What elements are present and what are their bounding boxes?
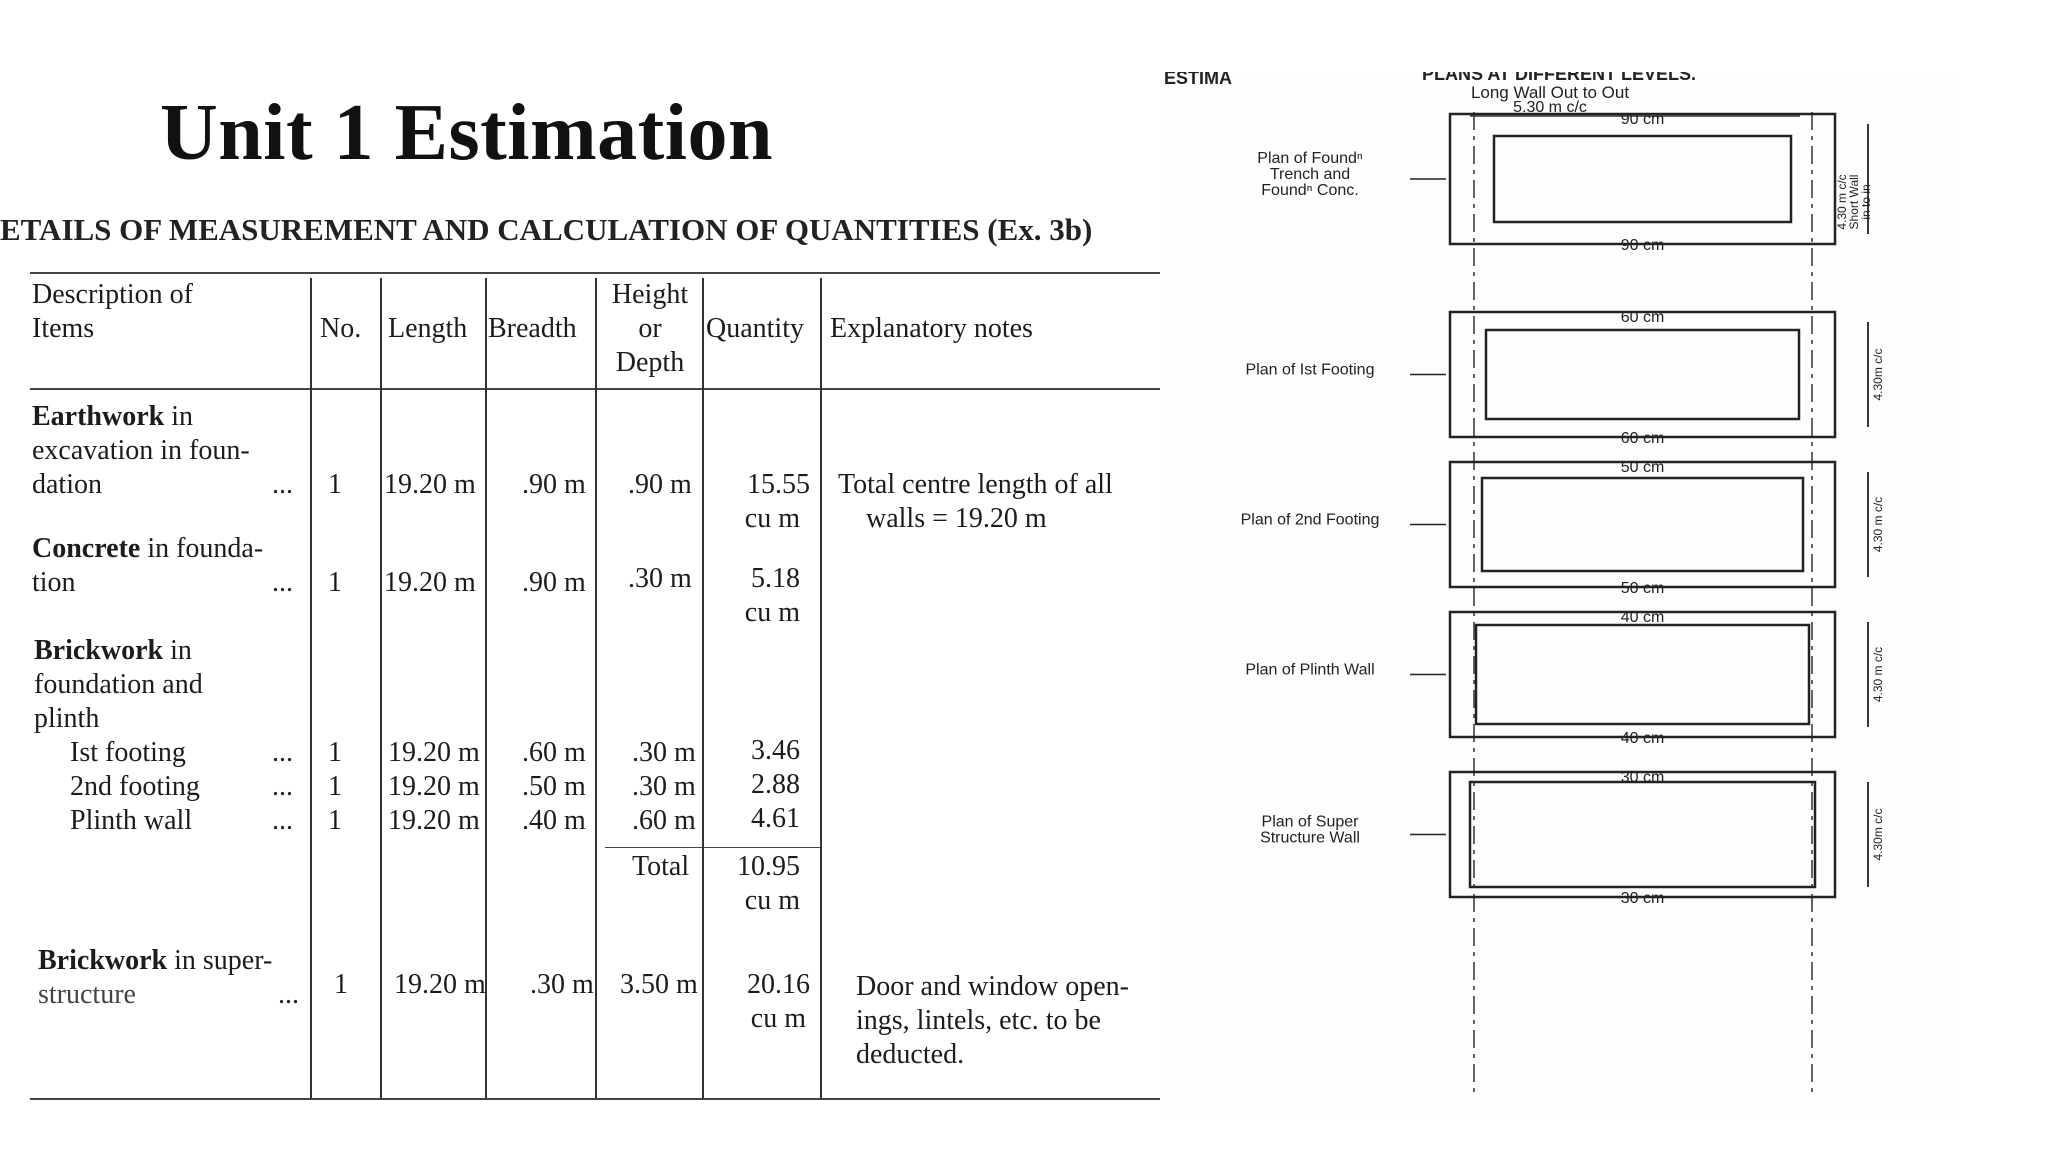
plan-width-bottom-2: 60 cm (1620, 430, 1665, 447)
table-rule-top (30, 272, 1200, 274)
concrete-dots: ... (272, 567, 293, 598)
footing2-label: 2nd footing (70, 771, 200, 802)
brickwork-super-height: 3.50 m (620, 969, 698, 1000)
earthwork-no: 1 (328, 469, 342, 500)
earthwork-note-1: Total centre length of all (838, 469, 1113, 500)
plan-label-5-2: Structure Wall (1260, 829, 1360, 847)
plan-width-bottom-3: 50 cm (1620, 580, 1665, 597)
footing2-breadth: .50 m (522, 771, 586, 802)
earthwork-breadth: .90 m (522, 469, 586, 500)
plan-width-top-2: 60 cm (1620, 309, 1665, 326)
table-rule-total (605, 847, 820, 848)
col-rule-4 (595, 278, 597, 1098)
plan-label-2-1: Plan of Ist Footing (1245, 361, 1375, 379)
concrete-length: 19.20 m (384, 567, 476, 598)
plan-width-top-5: 30 cm (1620, 769, 1665, 786)
footing2-no: 1 (328, 771, 342, 802)
plinth-dots: ... (272, 805, 293, 836)
brickwork-super-desc-1-rest: in super- (167, 945, 273, 976)
short-wall-label-3: in to in (1859, 184, 1873, 220)
earthwork-desc-1 (32, 400, 193, 434)
table-rule-header (30, 388, 1200, 390)
footing2-qty: 2.88 (751, 769, 800, 800)
plan-width-top-3: 50 cm (1620, 459, 1665, 476)
header-description-2: Items (32, 313, 95, 344)
footing2-height: .30 m (632, 771, 696, 802)
brickwork-foundation-desc-3: plinth (34, 703, 100, 734)
concrete-no: 1 (328, 567, 342, 598)
total-qty-unit: cu m (744, 885, 800, 916)
plinth-length: 19.20 m (388, 805, 480, 836)
earthwork-desc-1-rest: in (164, 401, 194, 432)
col-rule-6 (820, 278, 822, 1098)
plan-label-1-3: Foundⁿ Conc. (1261, 182, 1359, 199)
plinth-height: .60 m (632, 805, 696, 836)
plan-label-1-1: Plan of Foundⁿ (1257, 150, 1363, 167)
header-no: No. (320, 313, 362, 344)
col-rule-2 (380, 278, 382, 1098)
brickwork-super-breadth: .30 m (530, 969, 594, 1000)
earthwork-desc-2: excavation in foun- (32, 435, 250, 466)
header-height-2: or (638, 313, 662, 344)
earthwork-qty-unit: cu m (744, 503, 800, 534)
plan-side-label-5: 4.30m c/c (1871, 808, 1885, 861)
table-rule-bottom (30, 1098, 1200, 1100)
concrete-qty-unit: cu m (744, 597, 800, 628)
plan-label-3-1: Plan of 2nd Footing (1240, 511, 1380, 529)
brickwork-super-desc-1 (38, 944, 272, 978)
plan-side-label-3: 4.30 m c/c (1871, 496, 1885, 553)
earthwork-dots: ... (272, 469, 293, 500)
footing1-label: Ist footing (70, 737, 186, 768)
plan-label-5-1: Plan of Super (1261, 813, 1359, 831)
earthwork-note-2: walls = 19.20 m (866, 503, 1047, 534)
concrete-height: .30 m (628, 563, 692, 594)
long-wall-label: Long Wall Out to Out (1470, 83, 1630, 102)
concrete-desc-1 (32, 532, 263, 566)
plan-label-1-2: Trench and (1269, 166, 1351, 183)
plans-drawing (1160, 72, 1960, 1120)
plan-width-bottom-5: 30 cm (1620, 890, 1665, 907)
brickwork-super-note-1: Door and window open- (856, 971, 1129, 1002)
earthwork-desc-3: dation (32, 469, 102, 500)
footing1-qty: 3.46 (751, 735, 800, 766)
brickwork-super-no: 1 (334, 969, 348, 1000)
footing1-breadth: .60 m (522, 737, 586, 768)
footing2-dots: ... (272, 771, 293, 802)
brickwork-super-qty: 20.16 (747, 969, 810, 1000)
brickwork-foundation-desc-2: foundation and (34, 669, 203, 700)
header-breadth: Breadth (488, 313, 577, 344)
short-wall-label-2: Short Wall (1847, 174, 1861, 230)
plan-label-4-1: Plan of Plinth Wall (1245, 661, 1375, 679)
header-quantity: Quantity (706, 313, 804, 344)
brickwork-super-dots: ... (278, 979, 299, 1010)
plans-heading-right: PLANS AT DIFFERENT LEVELS. (1422, 72, 1697, 84)
footing1-no: 1 (328, 737, 342, 768)
concrete-breadth: .90 m (522, 567, 586, 598)
concrete-desc-2: tion (32, 567, 76, 598)
brickwork-super-note-2: ings, lintels, etc. to be (856, 1005, 1101, 1036)
page-title: Unit 1 Estimation (160, 89, 773, 177)
table-caption: ETAILS OF MEASUREMENT AND CALCULATION OF QUANTITIES (Ex. 3b) (0, 212, 1093, 247)
header-notes: Explanatory notes (830, 313, 1033, 344)
footing1-height: .30 m (632, 737, 696, 768)
plan-width-top-1: 90 cm (1620, 111, 1665, 128)
brickwork-foundation-desc-1-rest: in (163, 635, 192, 666)
brickwork-super-bold: Brickwork (38, 945, 168, 976)
earthwork-height: .90 m (628, 469, 692, 500)
footing1-dots: ... (272, 737, 293, 768)
footing2-length: 19.20 m (388, 771, 480, 802)
plinth-breadth: .40 m (522, 805, 586, 836)
plan-side-label-2: 4.30m c/c (1871, 348, 1885, 401)
plinth-label: Plinth wall (70, 805, 193, 836)
measurement-table (30, 268, 1200, 1108)
footing1-length: 19.20 m (388, 737, 480, 768)
plinth-no: 1 (328, 805, 342, 836)
col-rule-1 (310, 278, 312, 1098)
concrete-desc-1-rest: in founda- (140, 533, 264, 564)
plan-side-label-4: 4.30 m c/c (1871, 646, 1885, 703)
brickwork-super-desc-2: structure (38, 979, 136, 1010)
total-label: Total (632, 851, 690, 882)
plan-width-top-4: 40 cm (1620, 609, 1665, 626)
short-wall-label-1: 4.30 m c/c (1835, 174, 1849, 230)
long-wall-cc-label: 5.30 m c/c (1513, 99, 1587, 116)
brickwork-super-qty-unit: cu m (750, 1003, 806, 1034)
brickwork-foundation-bold: Brickwork (34, 635, 164, 666)
header-length: Length (388, 313, 468, 344)
header-height-1: Height (611, 279, 689, 310)
plan-width-bottom-4: 40 cm (1620, 730, 1665, 747)
plans-heading-left: ESTIMA (1164, 72, 1233, 88)
concrete-bold: Concrete (32, 533, 141, 564)
earthwork-qty: 15.55 (747, 469, 810, 500)
header-height-3: Depth (615, 347, 685, 378)
brickwork-foundation-desc-1 (34, 634, 192, 668)
brickwork-super-length: 19.20 m (394, 969, 486, 1000)
earthwork-bold: Earthwork (32, 401, 165, 432)
plinth-qty: 4.61 (751, 803, 800, 834)
total-qty: 10.95 (737, 851, 800, 882)
plans-svg (1160, 72, 1960, 1120)
plan-width-bottom-1: 90 cm (1620, 237, 1665, 254)
brickwork-super-note-3: deducted. (856, 1039, 965, 1070)
earthwork-length: 19.20 m (384, 469, 476, 500)
col-rule-5 (702, 278, 704, 1098)
header-description-1: Description of (32, 279, 193, 310)
concrete-qty: 5.18 (751, 563, 800, 594)
